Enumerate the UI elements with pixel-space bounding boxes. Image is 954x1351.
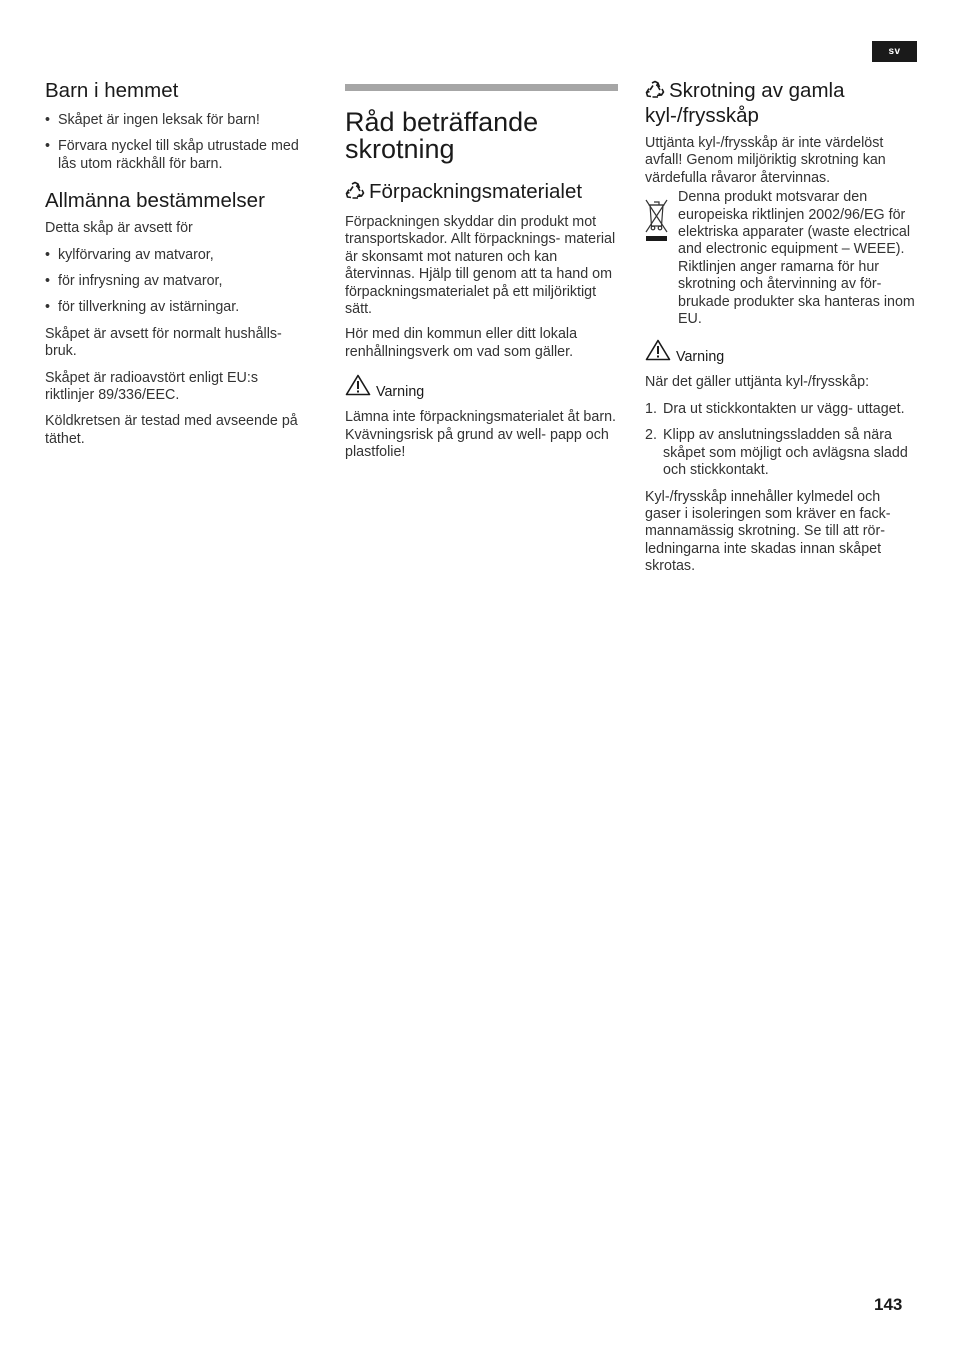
heading-barn-i-hemmet: Barn i hemmet: [45, 79, 179, 102]
paragraph: Kyl-/frysskåp innehåller kylmedel och gaser i isoleringen som kräver en fack- mannamässig skrotning. Se till att rör- ledningarna inte skadas innan skåpet skrotas.: [645, 488, 891, 575]
column-middle: [345, 76, 618, 461]
language-code: sv: [888, 46, 901, 57]
step-number: 2.: [645, 427, 657, 444]
list-item: • för infrysning av matvaror,: [45, 273, 307, 290]
warning-label: Varning: [376, 384, 425, 401]
heading-allmanna-bestammelser: Allmänna bestämmelser: [45, 189, 265, 213]
recycle-icon: [645, 80, 665, 105]
column-right: [645, 76, 915, 576]
heading-skrotning-gamla: [645, 80, 915, 127]
recycle-icon: [345, 181, 365, 206]
warning-triangle-icon: [345, 374, 371, 401]
list-item: [645, 427, 915, 479]
list-item: • Skåpet är ingen leksak för barn!: [45, 112, 307, 129]
crossed-out-wheelie-bin-icon: [645, 189, 668, 328]
page-title: Råd beträffande skrotning: [345, 107, 539, 164]
heading-forpackningsmaterialet: [345, 181, 618, 206]
step-text: Dra ut stickkontakten ur vägg- uttaget.: [663, 400, 905, 417]
warning-header: [345, 374, 618, 401]
disposal-steps: [645, 401, 915, 480]
warning-triangle-icon: [645, 339, 671, 366]
warning-text: Lämna inte förpackningsmaterialet åt barn. Kvävningsrisk på grund av well- papp och plastfolie!: [345, 409, 616, 461]
warning-label: Varning: [676, 349, 725, 366]
paragraph: Förpackningen skyddar din produkt mot transportskador. Allt förpacknings- material är skonsamt mot naturen och kan återvinnas. Hjälp till genom att ta hand om förpackningsmaterialet på ett miljöriktigt sätt.: [345, 214, 616, 318]
list-item: • kylförvaring av matvaror,: [45, 247, 307, 264]
heading-text: Skrotning av gamla kyl-/frysskåp: [645, 79, 845, 127]
step-text: Klipp av anslutningssladden så nära skåpet som möjligt och avlägsna sladd och stickkontakt.: [663, 427, 908, 479]
barn-list: [45, 112, 307, 173]
paragraph: Skåpet är radioavstört enligt EU:s riktlinjer 89/336/EEC.: [45, 369, 258, 404]
heading-text: Förpackningsmaterialet: [369, 180, 583, 203]
list-item: • Förvara nyckel till skåp utrustade med lås utom räckhåll för barn.: [45, 138, 307, 173]
allm-intro: Detta skåp är avsett för: [45, 220, 193, 237]
paragraph: Skåpet är avsett för normalt hushålls- bruk.: [45, 325, 282, 360]
warning-intro: När det gäller uttjänta kyl-/frysskåp:: [645, 374, 870, 391]
weee-block: [645, 189, 915, 328]
language-badge: [872, 41, 917, 62]
allm-list: [45, 247, 307, 317]
weee-text: Denna produkt motsvarar den europeiska riktlinjen 2002/96/EG för elektriska apparater (waste electrical and electronic equipment – WEEE). Riktlinjen anger ramarna för hur skrotning och återvinning av för- brukade produkter ska hanteras inom EU.: [678, 189, 915, 328]
section-rule: [345, 84, 618, 91]
step-number: 1.: [645, 400, 657, 417]
paragraph: Köldkretsen är testad med avseende på täthet.: [45, 413, 298, 447]
column-left: [45, 76, 307, 448]
paragraph: Hör med din kommun eller ditt lokala renhållningsverk om vad som gäller.: [345, 326, 578, 360]
list-item: [645, 401, 915, 418]
page-number: 143: [874, 1295, 903, 1314]
list-item: • för tillverkning av istärningar.: [45, 299, 307, 316]
paragraph: Uttjänta kyl-/frysskåp är inte värdelöst avfall! Genom miljöriktig skrotning kan värdefulla råvaror återvinnas.: [645, 135, 886, 186]
warning-header: [645, 339, 915, 366]
